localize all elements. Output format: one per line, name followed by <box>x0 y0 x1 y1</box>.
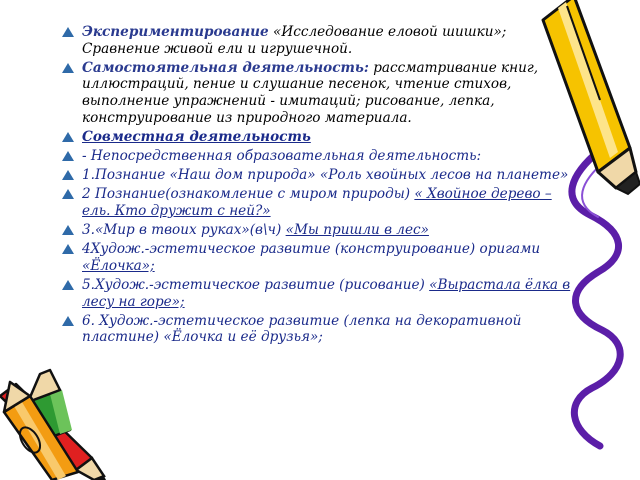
topic-link[interactable]: «Вырастала ёлка в лесу на горе»; <box>82 277 571 310</box>
list-item <box>62 60 576 126</box>
triangle-bullet-icon <box>62 244 74 254</box>
triangle-bullet-icon <box>62 189 74 199</box>
list-item <box>62 129 576 146</box>
list-item <box>62 241 576 274</box>
triangle-bullet-icon <box>62 27 74 37</box>
topic-link[interactable]: « Хвойное дерево – ель. Кто дружит с ней?» <box>82 186 552 219</box>
item-text: рассматривание книг, иллюстраций, пение и слушание песенок, чтение стихов, выполнение упражнений - имитаций; рисование, лепка, конструирование из природного материала. <box>82 59 539 126</box>
item-text: 1.Познание «Наш дом природа» «Роль хвойных лесов на планете» <box>82 167 569 184</box>
list-item <box>62 148 576 165</box>
list-item <box>62 277 576 310</box>
topic-link[interactable]: «Мы пришли в лес» <box>285 222 429 239</box>
triangle-bullet-icon <box>62 170 74 180</box>
section-heading-link[interactable]: Совместная деятельность <box>82 128 311 145</box>
list-item <box>62 313 576 346</box>
item-text: «Исследование еловой шишки»; Сравнение живой ели и игрушечной. <box>82 24 507 57</box>
item-text: 3.«Мир в твоих руках»(в\ч) <box>82 222 286 239</box>
item-text: - Непосредственная образовательная деятельность: <box>82 147 482 164</box>
triangle-bullet-icon <box>62 132 74 142</box>
triangle-bullet-icon <box>62 280 74 290</box>
purple-squiggle <box>572 150 620 446</box>
list-item <box>62 24 576 57</box>
item-text: 6. Худож.-эстетическое развитие (лепка на декоративной пластине) «Ёлочка и её друзья»; <box>82 312 522 346</box>
bullet-list <box>62 24 576 346</box>
item-text: 4Худож.-эстетическое развитие (конструирование) оригами <box>82 241 541 258</box>
triangle-bullet-icon <box>62 225 74 235</box>
content-list <box>62 24 576 349</box>
item-text: 2 Познание(ознакомление с миром природы) <box>82 186 415 203</box>
triangle-bullet-icon <box>62 316 74 326</box>
topic-link[interactable]: «Ёлочка»; <box>82 257 155 274</box>
triangle-bullet-icon <box>62 63 74 73</box>
list-item <box>62 186 576 219</box>
list-item <box>62 167 576 184</box>
triangle-bullet-icon <box>62 151 74 161</box>
list-item <box>62 222 576 239</box>
section-heading: Экспериментирование <box>82 24 269 40</box>
item-text: 5.Худож.-эстетическое развитие (рисование) <box>82 277 430 294</box>
section-heading: Самостоятельная деятельность: <box>82 59 369 76</box>
